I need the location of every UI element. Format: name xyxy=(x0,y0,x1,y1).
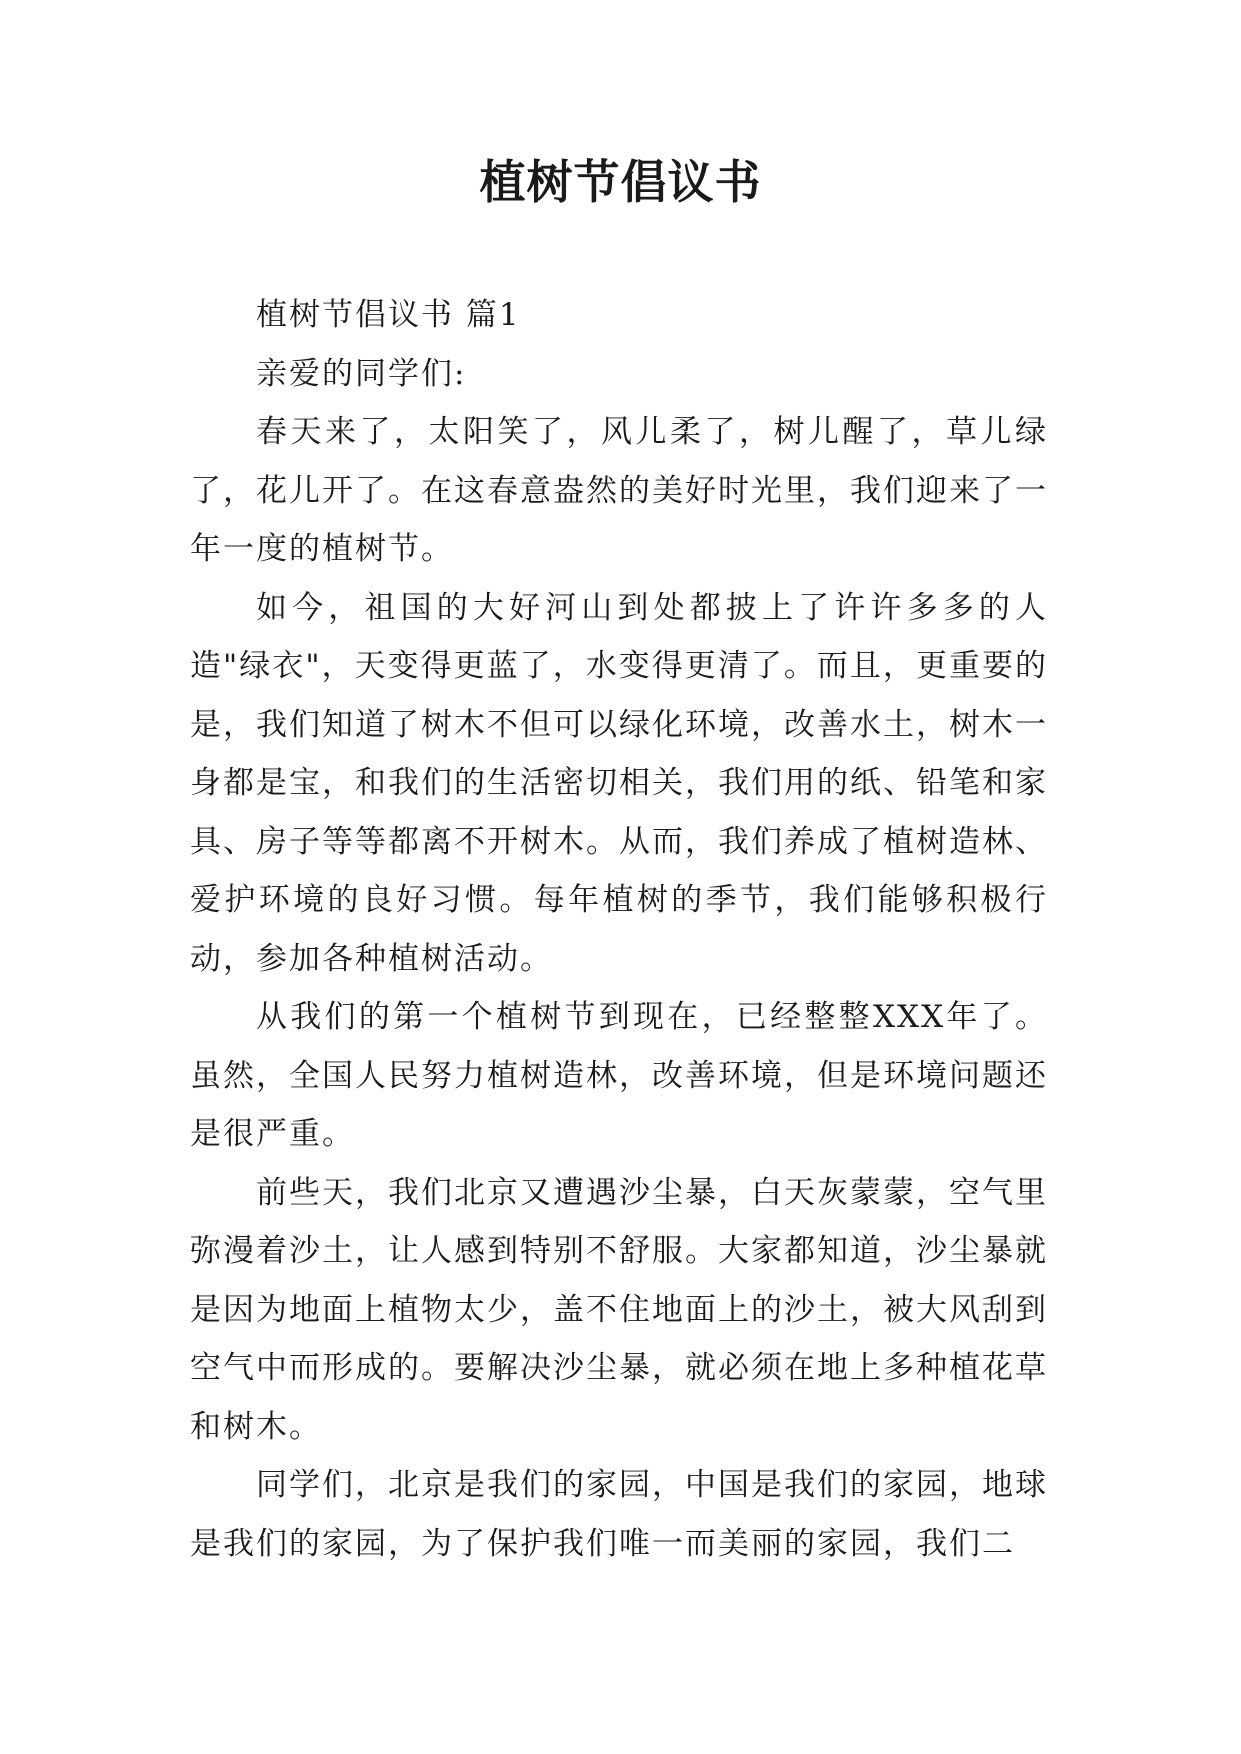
paragraph-1: 春天来了，太阳笑了，风儿柔了，树儿醒了，草儿绿了，花儿开了。在这春意盎然的美好时光里，我们迎来了一年一度的植树节。 xyxy=(190,414,1048,567)
salutation: 亲爱的同学们: xyxy=(256,355,467,392)
document-title: 植树节倡议书 xyxy=(479,155,762,209)
paragraph-5: 同学们，北京是我们的家园，中国是我们的家园，地球是我们的家园，为了保护我们唯一而美丽的家园，我们二 xyxy=(190,1467,1048,1562)
paragraph-4: 前些天，我们北京又遭遇沙尘暴，白天灰蒙蒙，空气里弥漫着沙土，让人感到特别不舒服。大家都知道，沙尘暴就是因为地面上植物太少，盖不住地面上的沙土，被大风刮到空气中而形成的。要解决沙尘暴，就必须在地上多种植花草和树木。 xyxy=(190,1174,1048,1445)
paragraph-2: 如今，祖国的大好河山到处都披上了许许多多的人造"绿衣"，天变得更蓝了，水变得更清了。而且，更重要的是，我们知道了树木不但可以绿化环境，改善水土，树木一身都是宝，和我们的生活密切相关，我们用的纸、铅笔和家具、房子等等都离不开树木。从而，我们养成了植树造林、爱护环境的良好习惯。每年植树的季节，我们能够积极行动，参加各种植树活动。 xyxy=(190,589,1048,977)
paragraph-3: 从我们的第一个植树节到现在，已经整整XXX年了。虽然，全国人民努力植树造林，改善环境，但是环境问题还是很严重。 xyxy=(190,999,1048,1152)
document-body xyxy=(190,286,1048,1573)
section-heading: 植树节倡议书 篇1 xyxy=(256,297,521,333)
